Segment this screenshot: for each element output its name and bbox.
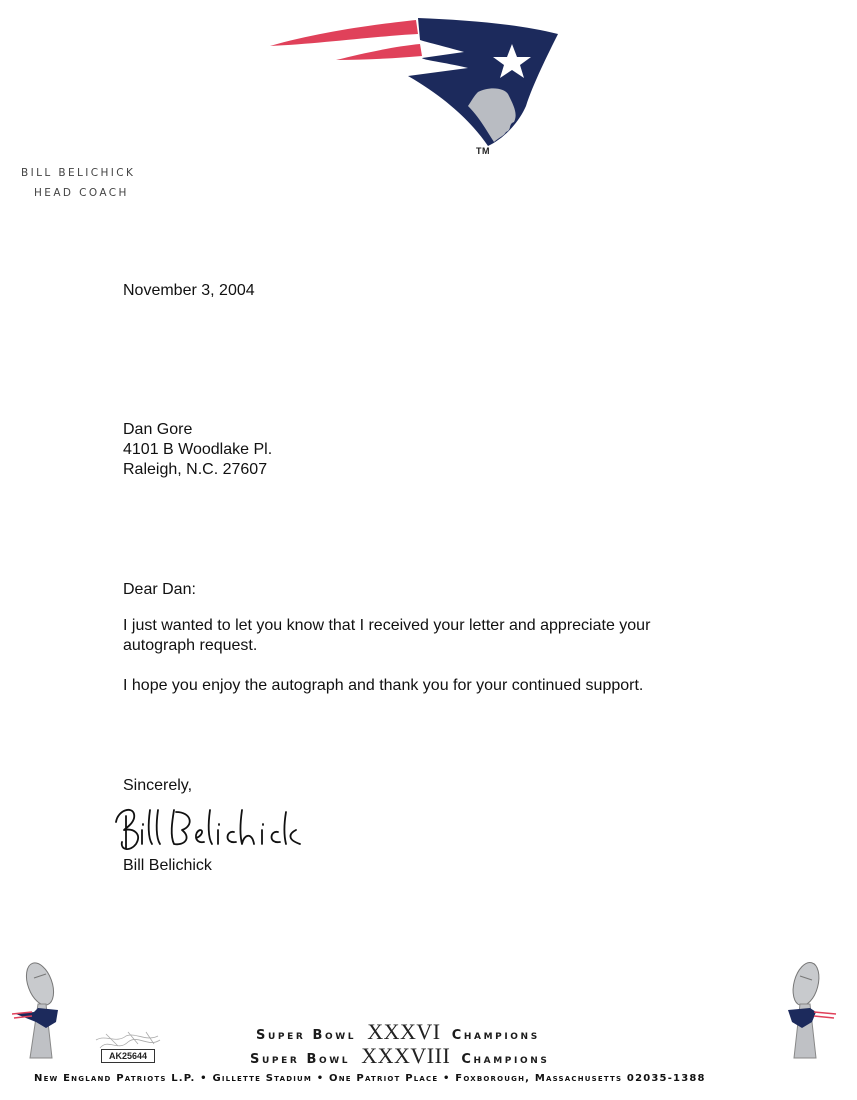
- championship-line-2: [250, 1043, 549, 1069]
- recipient-name: Dan Gore: [123, 421, 193, 438]
- handwritten-signature: [112, 800, 302, 856]
- champ-roman: XXXVIII: [361, 1043, 451, 1068]
- trademark-symbol: TM: [476, 146, 490, 156]
- letter-date: November 3, 2004: [123, 282, 255, 299]
- lombardi-trophy-icon: [12, 958, 76, 1062]
- champ-prefix: Super Bowl: [250, 1052, 351, 1067]
- sender-title: HEAD COACH: [34, 187, 129, 199]
- champ-roman: XXXVI: [367, 1019, 441, 1044]
- signer-name: Bill Belichick: [123, 857, 212, 874]
- closing: Sincerely,: [123, 777, 193, 794]
- recipient-address: [123, 420, 272, 480]
- sender-name: BILL BELICHICK: [21, 167, 136, 179]
- championship-line-1: [256, 1019, 540, 1045]
- champ-suffix: Champions: [461, 1052, 550, 1067]
- body-paragraph-1: I just wanted to let you know that I received your letter and appreciate your autograph request.: [123, 617, 651, 654]
- salutation: Dear Dan:: [123, 581, 196, 598]
- recipient-city: Raleigh, N.C. 27607: [123, 461, 268, 478]
- body-paragraph-2: I hope you enjoy the autograph and thank you for your continued support.: [123, 677, 644, 694]
- patriots-logo-icon: [268, 14, 560, 154]
- champ-suffix: Champions: [451, 1028, 540, 1043]
- lombardi-trophy-icon: [776, 958, 840, 1062]
- authentication-sticker: AK25644: [101, 1049, 155, 1063]
- recipient-street: 4101 B Woodlake Pl.: [123, 441, 273, 458]
- champ-prefix: Super Bowl: [256, 1028, 357, 1043]
- footer-address: New England Patriots L.P. • Gillette Stadium • One Patriot Place • Foxborough, Massachusetts 02035-1388: [34, 1073, 706, 1084]
